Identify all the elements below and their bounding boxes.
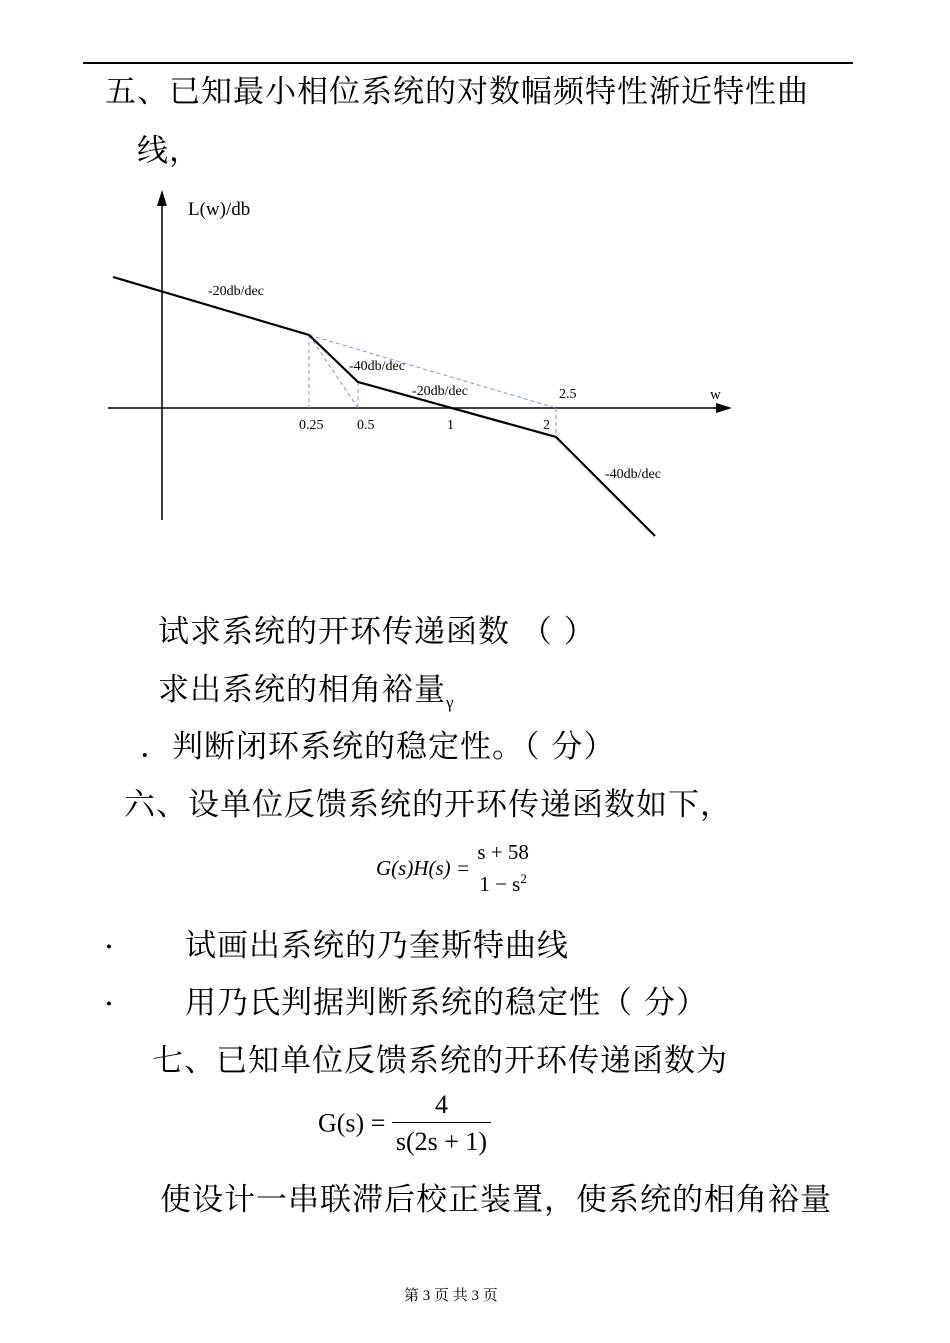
section6-denominator bbox=[477, 865, 529, 897]
section6-denominator-exp: 2 bbox=[520, 871, 527, 886]
slope-label-2: -40db/dec bbox=[349, 359, 405, 374]
tick-label-2: 2 bbox=[543, 418, 550, 433]
question6-1: 试画出系统的乃奎斯特曲线 bbox=[185, 928, 569, 964]
section6-formula bbox=[376, 840, 531, 897]
bode-asymptote-curve bbox=[113, 277, 655, 536]
section7-formula-lhs: G(s) = bbox=[318, 1108, 386, 1138]
slope-label-4: -40db/dec bbox=[605, 467, 661, 482]
question6-2-dot: . bbox=[104, 977, 115, 1013]
gamma-symbol: γ bbox=[446, 693, 455, 712]
y-axis-arrow-icon bbox=[157, 190, 167, 206]
section7-formula bbox=[318, 1090, 491, 1157]
page-footer: 第 3 页 共 3 页 bbox=[404, 1288, 498, 1304]
y-axis-label: L(w)/db bbox=[188, 199, 251, 220]
section7-denominator: s(2s + 1) bbox=[392, 1122, 491, 1157]
question6-2: 用乃氏判据判断系统的稳定性（ 分） bbox=[185, 985, 708, 1021]
section7-last-line: 使设计一串联滞后校正装置，使系统的相角裕量 bbox=[160, 1182, 832, 1218]
question5-3: ．判断闭环系统的稳定性。（ 分） bbox=[140, 729, 616, 765]
bode-magnitude-plot bbox=[0, 0, 950, 560]
tick-label-0-5: 0.5 bbox=[357, 418, 375, 433]
section5-title-line2: 线， bbox=[137, 133, 201, 169]
point-label-2-5: 2.5 bbox=[559, 387, 577, 402]
section6-numerator: s + 58 bbox=[477, 840, 529, 864]
question6-1-dot: . bbox=[104, 920, 115, 956]
tick-label-0-25: 0.25 bbox=[299, 418, 324, 433]
section5-title-line1: 五、已知最小相位系统的对数幅频特性渐近特性曲 bbox=[105, 74, 809, 110]
x-axis-label: w bbox=[710, 387, 721, 403]
section6-fraction bbox=[475, 840, 531, 897]
tick-label-1: 1 bbox=[447, 418, 454, 433]
section6-title: 六、设单位反馈系统的开环传递函数如下， bbox=[124, 787, 732, 823]
slope-label-1: -20db/dec bbox=[208, 284, 264, 299]
section6-denominator-base: 1 − s bbox=[479, 872, 521, 896]
slope-label-3: -20db/dec bbox=[412, 384, 468, 399]
question5-2 bbox=[158, 664, 455, 713]
section7-title: 七、已知单位反馈系统的开环传递函数为 bbox=[152, 1043, 728, 1079]
section6-formula-lhs: G(s)H(s) = bbox=[376, 856, 471, 880]
section7-numerator: 4 bbox=[434, 1090, 448, 1119]
question5-1: 试求系统的开环传递函数 （ ） bbox=[158, 614, 596, 650]
question5-2-text: 求出系统的相角裕量 bbox=[158, 672, 446, 708]
x-axis-arrow-icon bbox=[716, 403, 732, 413]
section7-fraction bbox=[392, 1090, 491, 1157]
